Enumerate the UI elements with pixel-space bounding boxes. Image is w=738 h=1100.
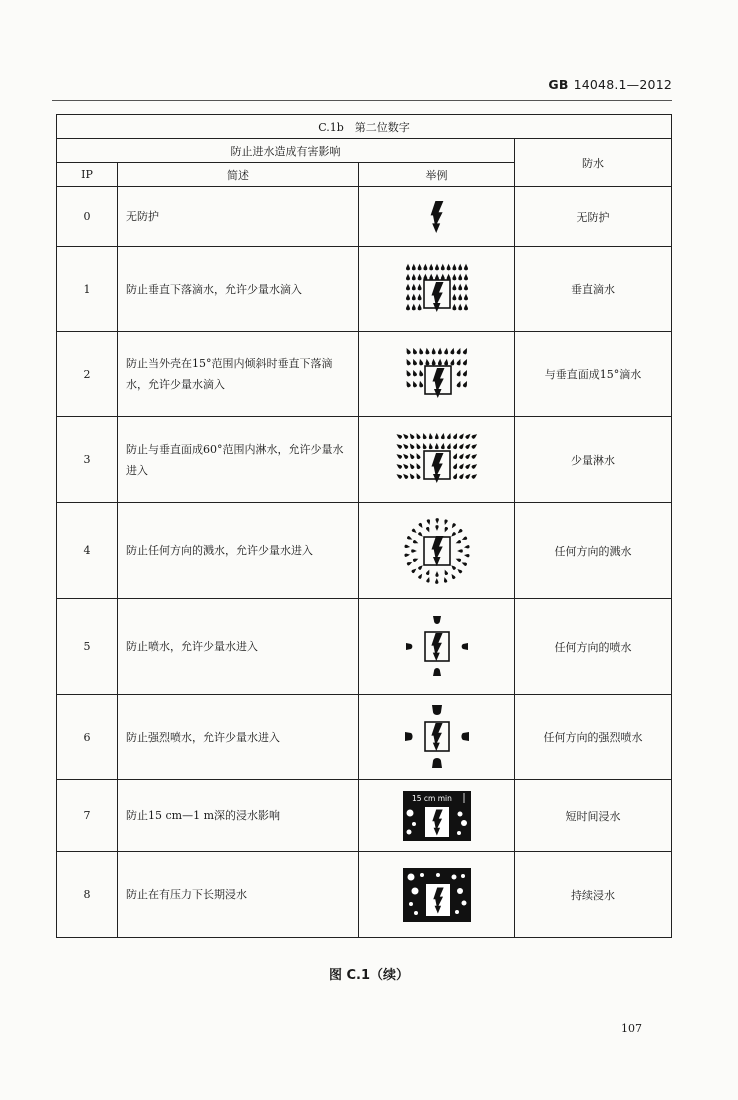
water-drop-icon — [404, 369, 411, 377]
water-drop-icon — [404, 347, 411, 355]
water-drop-icon — [417, 304, 421, 311]
water-drop-icon — [452, 304, 456, 311]
row-description: 防止与垂直面成60°范围内淋水，允许少量水进入 — [118, 417, 359, 503]
row-description: 无防护 — [118, 187, 359, 247]
water-drop-icon — [462, 380, 468, 388]
page-number: 107 — [621, 1022, 642, 1035]
ip-code: 5 — [57, 599, 118, 695]
water-drop-icon — [435, 264, 439, 271]
water-drop-icon — [452, 472, 458, 479]
water-drop-icon — [411, 549, 417, 552]
water-drop-icon — [456, 528, 463, 534]
ip-code: 0 — [57, 187, 118, 247]
example-cell — [359, 417, 515, 503]
water-drop-icon — [458, 472, 465, 479]
water-drop-icon — [429, 264, 433, 271]
water-drop-icon — [450, 522, 456, 529]
protection-level: 垂直滴水 — [515, 247, 672, 332]
water-drop-icon — [452, 462, 458, 469]
water-drop-icon — [395, 442, 402, 449]
column-header-ip: IP — [57, 163, 118, 187]
lightning-icon — [429, 200, 445, 234]
water-drop-icon — [435, 518, 438, 524]
water-drop-icon — [456, 347, 462, 355]
water-drop-icon — [411, 264, 415, 271]
water-drop-icon — [437, 348, 441, 355]
water-drop-icon — [401, 472, 408, 479]
water-drop-icon — [414, 462, 420, 469]
group-header: 防止进水造成有害影响 — [57, 139, 515, 163]
example-cell — [359, 780, 515, 852]
jet-icon — [402, 613, 472, 681]
example-cell — [359, 503, 515, 599]
water-drop-icon — [406, 274, 410, 281]
water-drop-icon — [401, 452, 408, 459]
water-drop-icon — [457, 549, 463, 552]
ip-code-table — [56, 114, 672, 938]
water-drop-icon — [421, 432, 427, 439]
water-drop-icon — [458, 264, 462, 271]
water-drop-icon — [431, 359, 435, 366]
water-drop-icon — [458, 432, 465, 439]
water-drop-icon — [452, 274, 456, 281]
water-drop-icon — [464, 294, 468, 301]
water-drop-icon — [463, 544, 469, 548]
water-drop-icon — [408, 462, 415, 469]
row-description: 防止垂直下落滴水，允许少量水滴入 — [118, 247, 359, 332]
water-drop-icon — [411, 380, 417, 388]
table-row — [57, 599, 672, 695]
water-drop-icon — [425, 576, 430, 582]
protection-level: 任何方向的强烈喷水 — [515, 695, 672, 780]
row-description: 防止任何方向的溅水，允许少量水进入 — [118, 503, 359, 599]
water-drop-icon — [417, 564, 423, 570]
water-drop-icon — [435, 571, 438, 577]
water-drop-icon — [461, 536, 468, 541]
water-drop-icon — [425, 526, 430, 533]
water-drop-icon — [442, 576, 447, 582]
ip-code: 3 — [57, 417, 118, 503]
tilted-drip-icon — [402, 346, 472, 402]
table-row — [57, 332, 672, 417]
water-drop-icon — [418, 369, 424, 376]
example-cell — [359, 247, 515, 332]
water-drop-icon — [414, 452, 420, 459]
water-drop-icon — [470, 452, 477, 459]
table-row — [57, 695, 672, 780]
water-drop-icon — [425, 568, 430, 575]
row-description: 防止当外壳在15°范围内倾斜时垂直下落滴水，允许少量水滴入 — [118, 332, 359, 417]
example-cell — [359, 695, 515, 780]
water-drop-icon — [464, 274, 468, 281]
water-drop-icon — [414, 442, 420, 449]
water-drop-icon — [464, 432, 471, 439]
water-drop-icon — [411, 358, 417, 366]
water-drop-icon — [443, 568, 448, 575]
protection-level: 持续浸水 — [515, 852, 672, 938]
table-row — [57, 187, 672, 247]
water-drop-icon — [411, 274, 415, 281]
water-drop-icon — [404, 358, 411, 366]
water-drop-icon — [414, 472, 420, 479]
row-description: 防止15 cm—1 m深的浸水影响 — [118, 780, 359, 852]
table-row — [57, 503, 672, 599]
water-drop-icon — [460, 560, 467, 565]
water-drop-icon — [417, 572, 423, 579]
water-drop-icon — [458, 294, 462, 301]
water-drop-icon — [456, 380, 462, 388]
water-drop-icon — [470, 472, 477, 479]
header-rule — [52, 100, 672, 101]
water-drop-icon — [426, 518, 431, 524]
water-drop-icon — [404, 544, 410, 548]
water-drop-icon — [412, 557, 419, 562]
water-drop-icon — [421, 442, 427, 449]
water-drop-icon — [446, 264, 450, 271]
ip-code: 6 — [57, 695, 118, 780]
water-drop-icon — [411, 528, 418, 534]
water-drop-icon — [395, 472, 402, 479]
water-drop-icon — [437, 359, 441, 366]
splash-icon — [402, 518, 472, 584]
water-drop-icon — [470, 462, 477, 469]
water-drop-icon — [464, 284, 468, 291]
water-drop-icon — [464, 472, 471, 479]
water-drop-icon — [440, 442, 445, 449]
immersion-depth-label: 15 cm min — [411, 793, 452, 803]
water-drop-icon — [462, 347, 468, 355]
water-drop-icon — [450, 358, 456, 365]
ip-code: 2 — [57, 332, 118, 417]
standard-prefix: GB — [548, 77, 569, 92]
table-row — [57, 852, 672, 938]
row-description: 防止在有压力下长期浸水 — [118, 852, 359, 938]
water-drop-icon — [406, 304, 410, 311]
water-drop-icon — [446, 432, 452, 439]
water-drop-icon — [404, 380, 411, 388]
water-drop-icon — [408, 442, 415, 449]
example-cell — [359, 852, 515, 938]
table-row — [57, 417, 672, 503]
table-row — [57, 247, 672, 332]
water-drop-icon — [452, 294, 456, 301]
water-drop-icon — [452, 452, 458, 459]
water-drop-icon — [450, 531, 456, 537]
figure-caption: 图 C.1（续） — [328, 968, 410, 983]
water-drop-icon — [410, 567, 417, 573]
immersion-icon — [402, 790, 472, 842]
row-description: 防止强烈喷水，允许少量水进入 — [118, 695, 359, 780]
water-drop-icon — [456, 358, 462, 366]
spray-60-icon — [395, 431, 479, 489]
water-drop-icon — [408, 452, 415, 459]
protection-level: 任何方向的溅水 — [515, 503, 672, 599]
water-drop-icon — [411, 304, 415, 311]
water-drop-icon — [450, 347, 456, 354]
water-drop-icon — [406, 294, 410, 301]
water-drop-icon — [408, 472, 415, 479]
water-drop-icon — [401, 462, 408, 469]
standard-header — [548, 77, 672, 92]
water-drop-icon — [446, 442, 452, 449]
water-drop-icon — [411, 369, 417, 377]
water-drop-icon — [406, 264, 410, 271]
example-cell — [359, 332, 515, 417]
water-drop-icon — [411, 284, 415, 291]
water-drop-icon — [470, 442, 477, 449]
water-drop-icon — [417, 284, 421, 291]
water-drop-icon — [411, 294, 415, 301]
water-drop-icon — [443, 347, 448, 354]
water-drop-icon — [434, 432, 438, 438]
water-drop-icon — [458, 274, 462, 281]
protection-level: 短时间浸水 — [515, 780, 672, 852]
water-drop-icon — [418, 358, 424, 365]
water-drop-icon — [456, 567, 463, 573]
standard-number: 14048.1—2012 — [573, 77, 672, 92]
protection-level: 任何方向的喷水 — [515, 599, 672, 695]
water-drop-icon — [428, 442, 433, 449]
water-drop-icon — [452, 442, 458, 449]
protection-level: 与垂直面成15°滴水 — [515, 332, 672, 417]
water-drop-icon — [417, 531, 423, 537]
water-drop-icon — [406, 535, 413, 540]
ip-code: 8 — [57, 852, 118, 938]
water-drop-icon — [464, 304, 468, 311]
ip-code: 1 — [57, 247, 118, 332]
water-drop-icon — [412, 539, 419, 544]
water-drop-icon — [418, 380, 424, 387]
vertical-drip-icon — [404, 262, 470, 316]
water-drop-icon — [395, 432, 402, 439]
water-drop-icon — [452, 284, 456, 291]
column-header-protection: 防水 — [515, 139, 672, 187]
water-drop-icon — [417, 294, 421, 301]
water-drop-icon — [458, 284, 462, 291]
column-header-description: 简述 — [118, 163, 359, 187]
water-drop-icon — [417, 264, 421, 271]
water-drop-icon — [458, 452, 465, 459]
water-drop-icon — [406, 284, 410, 291]
water-drop-icon — [443, 519, 448, 525]
water-drop-icon — [414, 432, 420, 439]
example-cell — [359, 599, 515, 695]
water-drop-icon — [462, 358, 468, 366]
submersion-icon — [402, 867, 472, 923]
water-drop-icon — [418, 347, 424, 354]
water-drop-icon — [456, 369, 462, 377]
water-drop-icon — [431, 348, 435, 355]
water-drop-icon — [435, 578, 438, 584]
water-drop-icon — [423, 264, 427, 271]
water-drop-icon — [454, 539, 461, 544]
water-drop-icon — [452, 264, 456, 271]
row-description: 防止喷水，允许少量水进入 — [118, 599, 359, 695]
water-drop-icon — [424, 347, 429, 354]
water-drop-icon — [470, 432, 477, 439]
water-drop-icon — [401, 442, 408, 449]
water-drop-icon — [443, 526, 448, 533]
water-drop-icon — [458, 442, 465, 449]
water-drop-icon — [411, 347, 417, 355]
water-drop-icon — [395, 452, 402, 459]
water-drop-icon — [458, 462, 465, 469]
water-drop-icon — [418, 522, 424, 529]
ip-code: 7 — [57, 780, 118, 852]
ip-code: 4 — [57, 503, 118, 599]
water-drop-icon — [406, 560, 413, 565]
water-drop-icon — [401, 432, 408, 439]
water-drop-icon — [440, 432, 445, 439]
water-drop-icon — [435, 525, 438, 531]
water-drop-icon — [395, 462, 402, 469]
water-drop-icon — [462, 369, 468, 377]
water-drop-icon — [463, 553, 469, 557]
table-row — [57, 780, 672, 852]
water-drop-icon — [428, 432, 433, 439]
water-drop-icon — [440, 264, 444, 271]
powerful-jet-icon — [402, 703, 472, 771]
water-drop-icon — [408, 432, 415, 439]
water-drop-icon — [464, 264, 468, 271]
water-drop-icon — [464, 452, 471, 459]
table-caption: C.1b 第二位数字 — [57, 115, 672, 139]
water-drop-icon — [452, 432, 458, 439]
water-drop-icon — [464, 442, 471, 449]
protection-level: 无防护 — [515, 187, 672, 247]
column-header-example: 举例 — [359, 163, 515, 187]
water-drop-icon — [458, 304, 462, 311]
water-drop-icon — [464, 462, 471, 469]
protection-level: 少量淋水 — [515, 417, 672, 503]
water-drop-icon — [454, 557, 461, 562]
water-drop-icon — [434, 442, 438, 448]
water-drop-icon — [417, 274, 421, 281]
water-drop-icon — [404, 552, 410, 556]
water-drop-icon — [450, 573, 456, 580]
water-drop-icon — [424, 358, 429, 365]
water-drop-icon — [443, 358, 448, 365]
water-drop-icon — [450, 564, 456, 570]
example-cell — [359, 187, 515, 247]
